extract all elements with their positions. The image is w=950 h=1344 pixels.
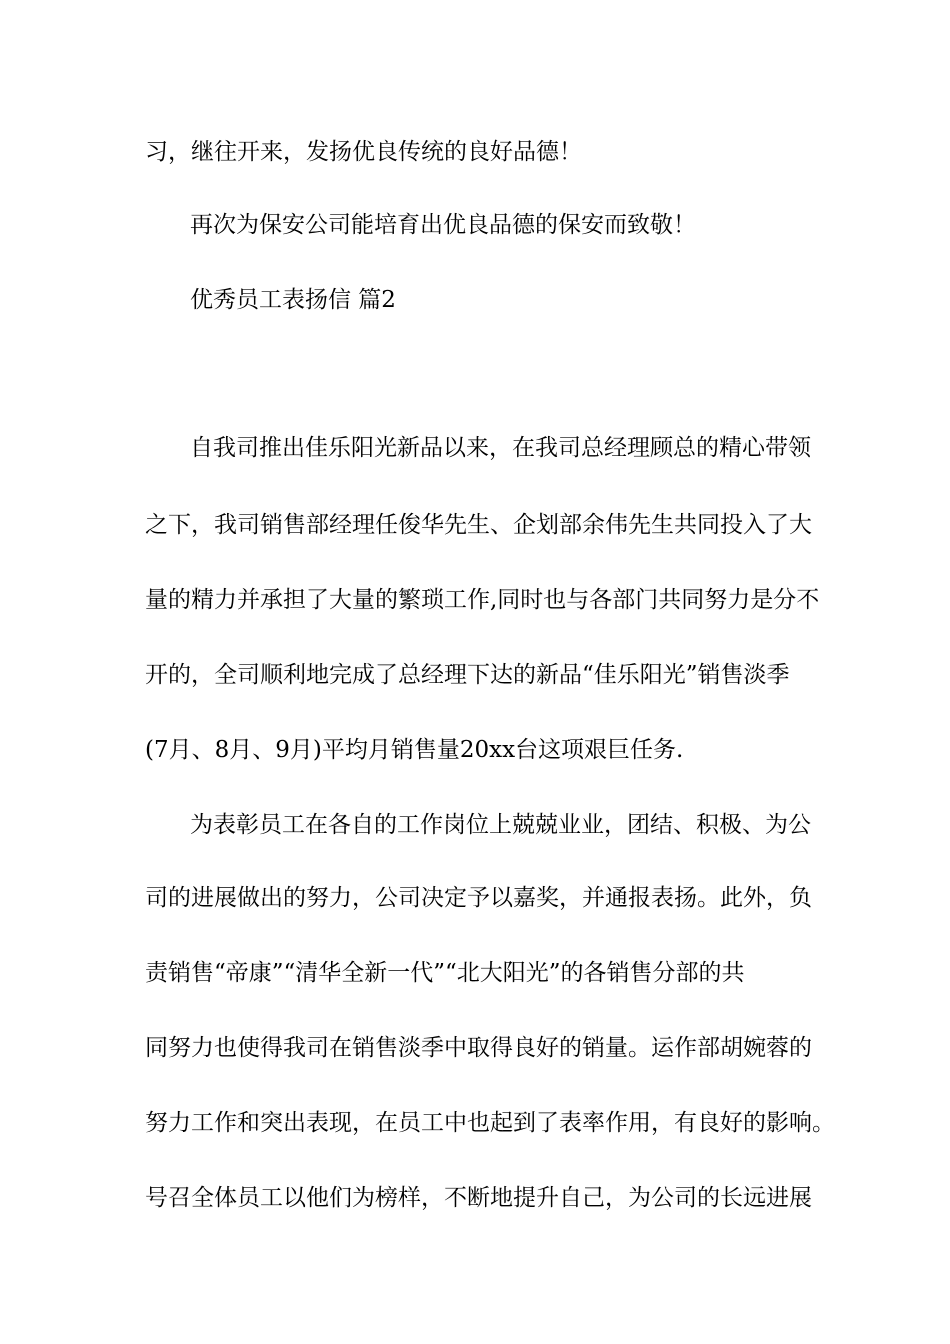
text-line: 司的进展做出的努力，公司决定予以嘉奖，并通报表扬。此外，负 — [145, 885, 812, 911]
text-line: 习，继往开来，发扬优良传统的良好品德！ — [145, 139, 582, 165]
text-line: 开的，全司顺利地完成了总经理下达的新品“佳乐阳光”销售淡季 — [145, 662, 790, 688]
text-line: 之下，我司销售部经理任俊华先生、企划部余伟先生共同投入了大 — [145, 512, 812, 538]
text-line: 自我司推出佳乐阳光新品以来，在我司总经理顾总的精心带领 — [190, 435, 811, 461]
section-heading: 优秀员工表扬信 篇2 — [190, 287, 396, 313]
text-line: 为表彰员工在各自的工作岗位上兢兢业业，团结、积极、为公 — [190, 812, 811, 838]
text-line: (7月、8月、9月)平均月销售量20xx台这项艰巨任务. — [145, 737, 684, 763]
text-line: 再次为保安公司能培育出优良品德的保安而致敬！ — [190, 212, 696, 238]
text-line: 同努力也使得我司在销售淡季中取得良好的销量。运作部胡婉蓉的 — [145, 1035, 812, 1061]
text-line: 量的精力并承担了大量的繁琐工作,同时也与各部门共同努力是分不 — [145, 587, 820, 613]
text-line: 号召全体员工以他们为榜样，不断地提升自己，为公司的长远进展 — [145, 1185, 812, 1211]
text-line: 责销售“帝康”“清华全新一代”“北大阳光”的各销售分部的共 — [145, 960, 745, 986]
text-line: 努力工作和突出表现，在员工中也起到了表率作用，有良好的影响。 — [145, 1110, 835, 1136]
